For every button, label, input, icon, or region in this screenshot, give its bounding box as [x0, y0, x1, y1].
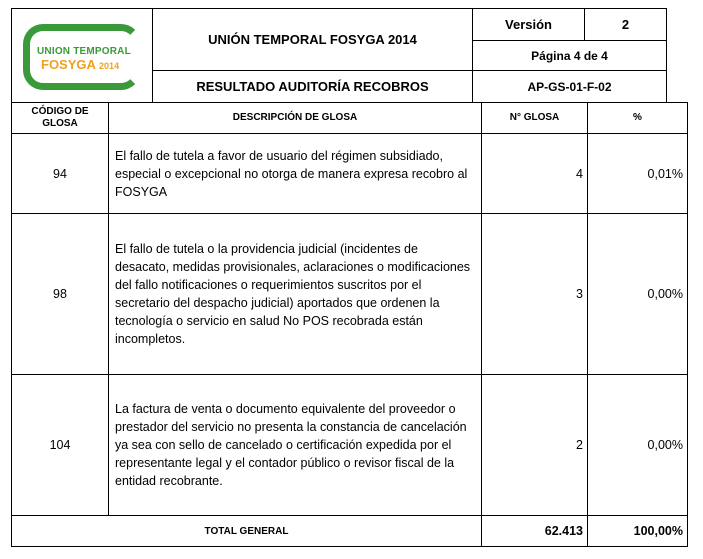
row-code: 98: [12, 214, 109, 375]
page-number: Página 4 de 4: [473, 41, 667, 71]
document-code: AP-GS-01-F-02: [473, 71, 667, 103]
glosa-table: [11, 102, 688, 547]
table-row: [12, 134, 688, 214]
row-description: El fallo de tutela a favor de usuario del régimen subsidiado, especial o excepcional no otorga de manera expresa recobro al FOSYGA: [109, 134, 482, 214]
row-percent: 0,00%: [588, 214, 688, 375]
document-header: [11, 8, 667, 103]
version-value: 2: [585, 9, 667, 41]
total-row: [12, 516, 688, 547]
table-row: [12, 375, 688, 516]
total-percent: 100,00%: [588, 516, 688, 547]
row-description: El fallo de tutela o la providencia judicial (incidentes de desacato, medidas provisionales, aclaraciones o modificaciones del fallo notificaciones o requerimientos suscritos por el secretario del despacho judicial) aportados que ordenen la tecnología o servicio en salud No POS recobrada están incompletos.: [109, 214, 482, 375]
row-count: 3: [482, 214, 588, 375]
logo-name: FOSYGA: [41, 56, 96, 72]
row-count: 2: [482, 375, 588, 516]
column-header-description: DESCRIPCIÓN DE GLOSA: [109, 103, 482, 134]
total-count: 62.413: [482, 516, 588, 547]
document-subtitle: RESULTADO AUDITORÍA RECOBROS: [153, 71, 473, 103]
column-header-percent: %: [588, 103, 688, 134]
column-header-code: CÓDIGO DE GLOSA: [12, 103, 109, 134]
row-code: 104: [12, 375, 109, 516]
logo-year: 2014: [99, 60, 120, 71]
table-header-row: [12, 103, 688, 134]
logo-line1: UNION TEMPORAL: [37, 45, 131, 57]
row-percent: 0,01%: [588, 134, 688, 214]
total-label: TOTAL GENERAL: [12, 516, 482, 547]
column-header-count: N° GLOSA: [482, 103, 588, 134]
row-description: La factura de venta o documento equivalente del proveedor o prestador del servicio no presenta la constancia de cancelación ya sea con sello de cancelado o certificación expedida por el representante legal y el contador público o revisor fiscal de la entidad recobrante.: [109, 375, 482, 516]
logo-line2: [41, 57, 119, 72]
document-title: UNIÓN TEMPORAL FOSYGA 2014: [153, 9, 473, 71]
table-row: [12, 214, 688, 375]
fosyga-logo: [17, 16, 147, 96]
row-code: 94: [12, 134, 109, 214]
version-label: Versión: [473, 9, 585, 41]
logo-cell: [12, 9, 153, 103]
row-percent: 0,00%: [588, 375, 688, 516]
row-count: 4: [482, 134, 588, 214]
